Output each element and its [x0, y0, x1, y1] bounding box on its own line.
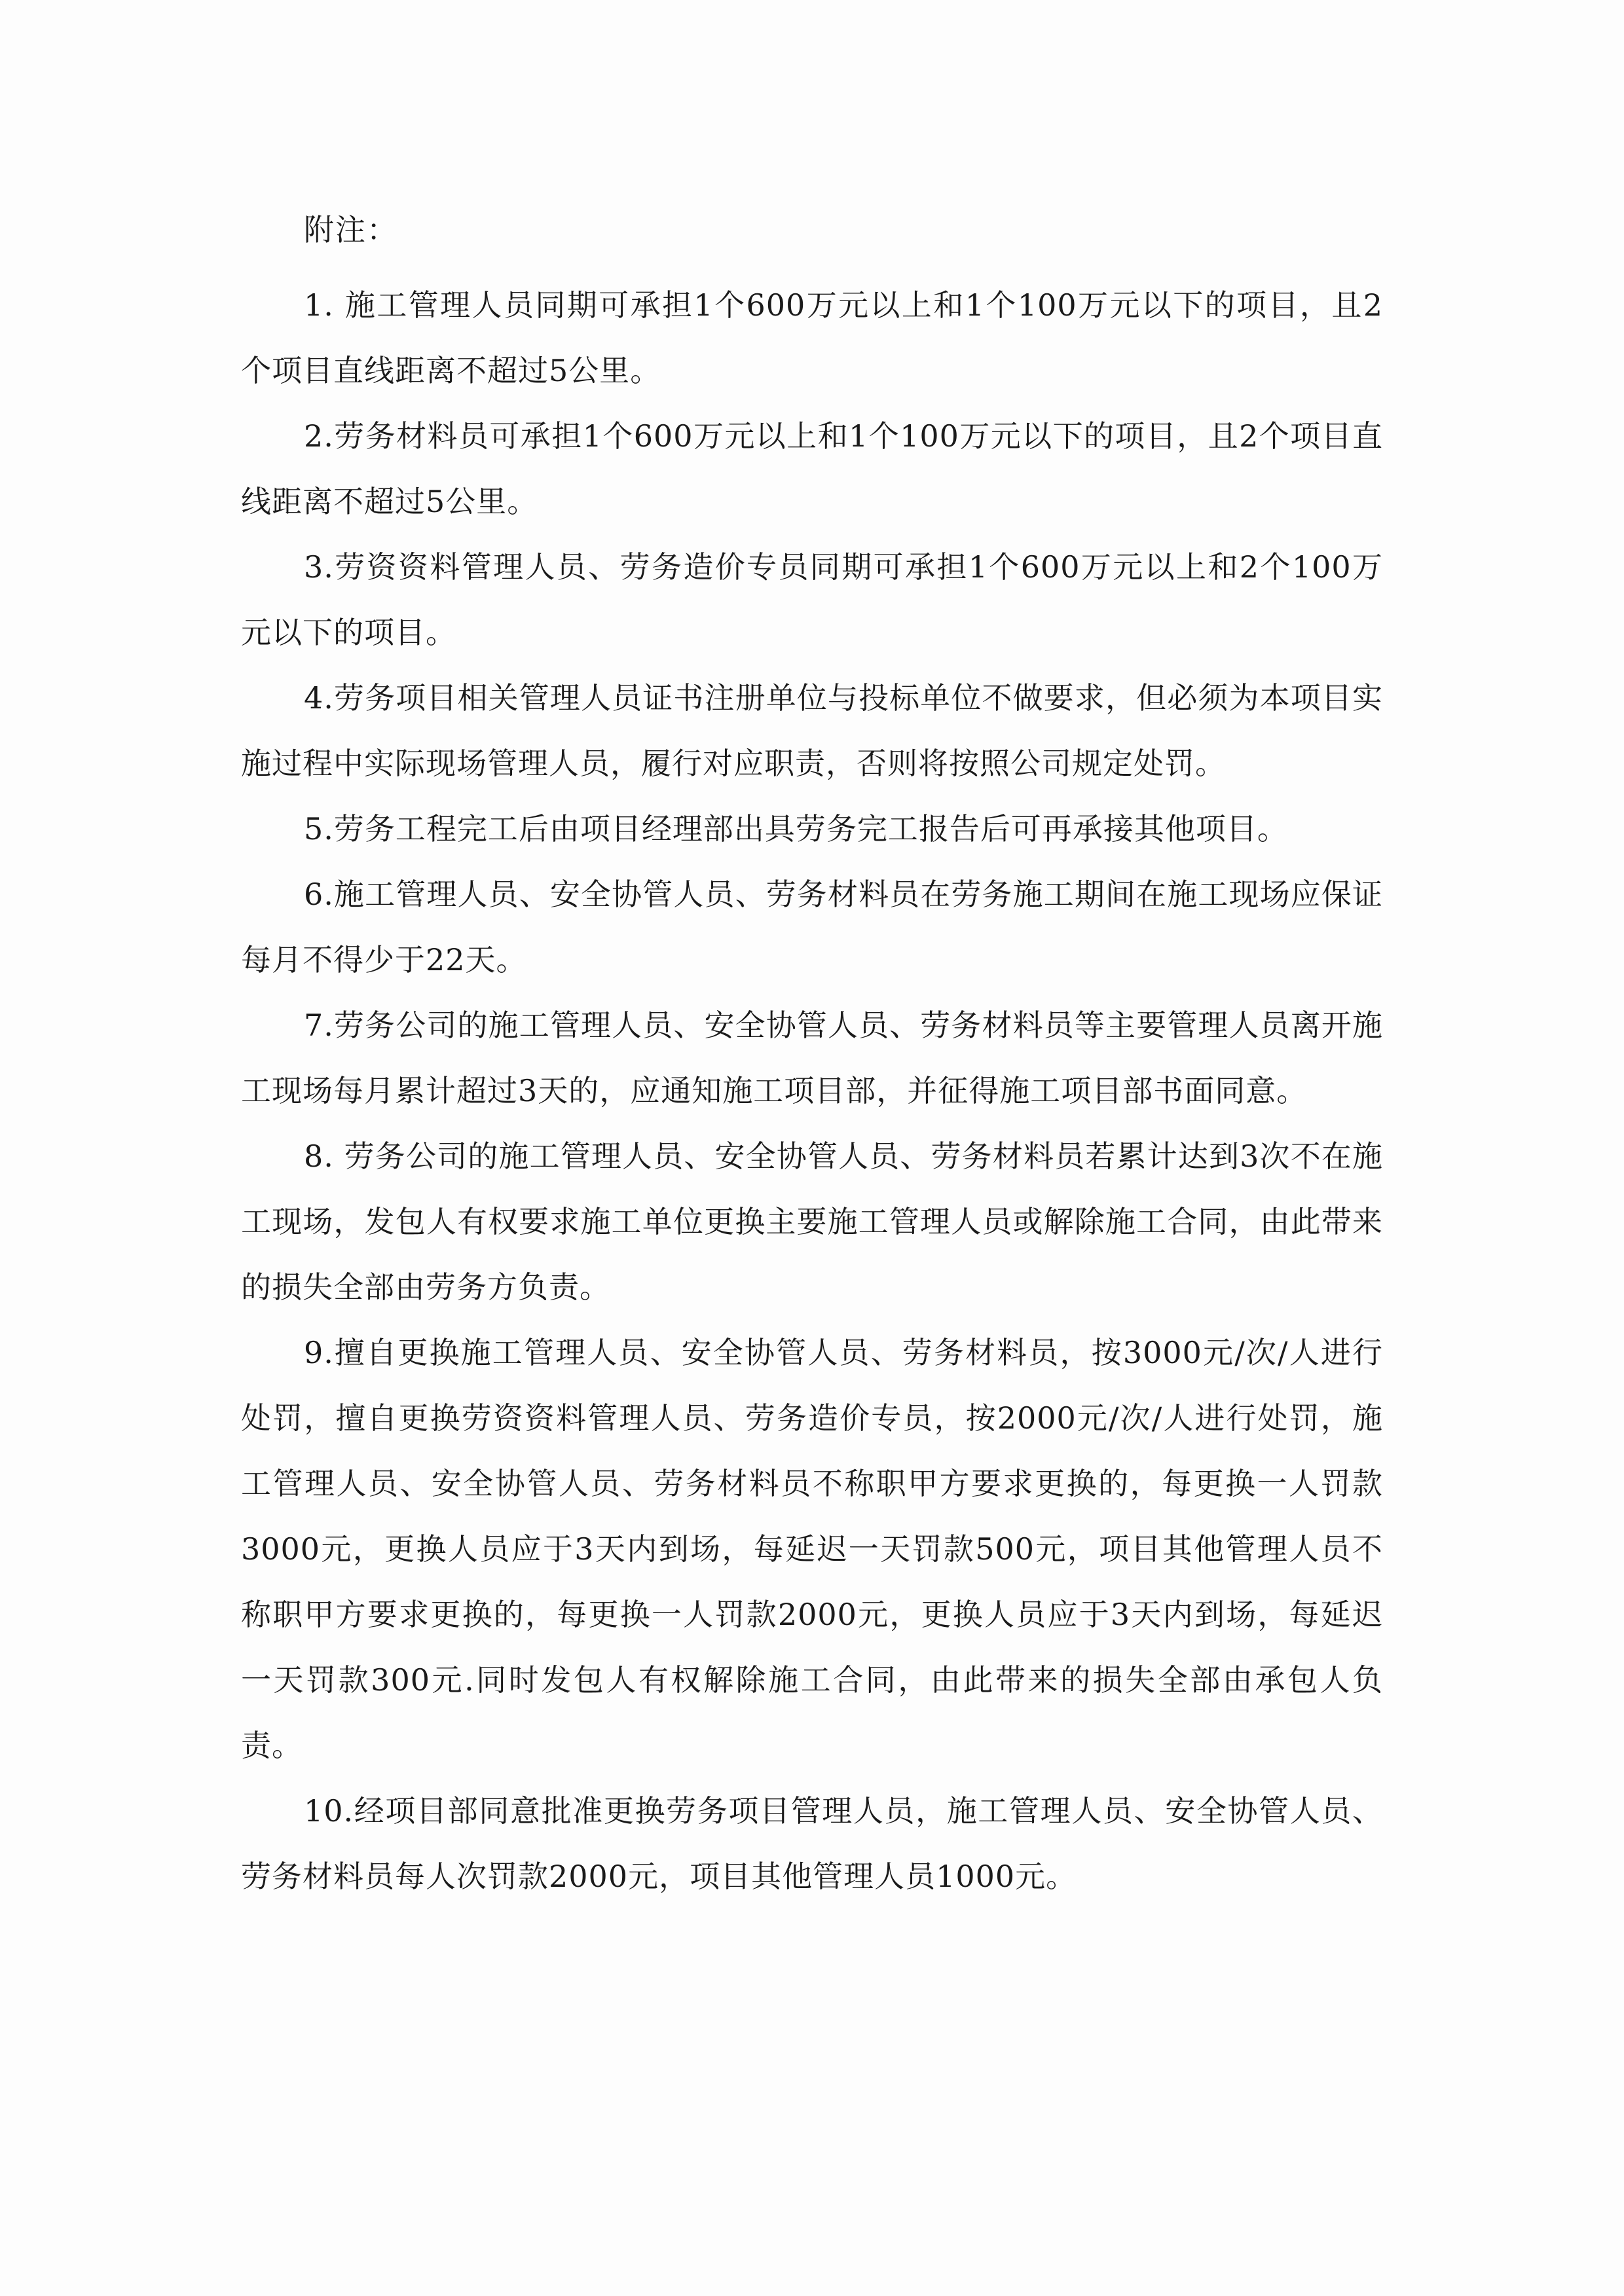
note-item: 8. 劳务公司的施工管理人员、安全协管人员、劳务材料员若累计达到3次不在施工现场，发包人有权要求施工单位更换主要施工管理人员或解除施工合同，由此带来的损失全部由劳务方负责。: [241, 1139, 1383, 1305]
note-item: 6.施工管理人员、安全协管人员、劳务材料员在劳务施工期间在施工现场应保证每月不得少于22天。: [241, 877, 1383, 977]
note-item: 4.劳务项目相关管理人员证书注册单位与投标单位不做要求，但必须为本项目实施过程中实际现场管理人员，履行对应职责，否则将按照公司规定处罚。: [241, 680, 1383, 781]
note-item: 3.劳资资料管理人员、劳务造价专员同期可承担1个600万元以上和2个100万元以下的项目。: [241, 549, 1383, 650]
note-item: 2.劳务材料员可承担1个600万元以上和1个100万元以下的项目，且2个项目直线距离不超过5公里。: [241, 418, 1383, 519]
note-item: 1. 施工管理人员同期可承担1个600万元以上和1个100万元以下的项目，且2个项目直线距离不超过5公里。: [241, 287, 1383, 388]
note-item: 9.擅自更换施工管理人员、安全协管人员、劳务材料员，按3000元/次/人进行处罚，擅自更换劳资资料管理人员、劳务造价专员，按2000元/次/人进行处罚，施工管理人员、安全协管人员、劳务材料员不称职甲方要求更换的，每更换一人罚款3000元，更换人员应于3天内到场，每延迟一天罚款500元，项目其他管理人员不称职甲方要求更换的，每更换一人罚款2000元，更换人员应于3天内到场，每延迟一天罚款300元.同时发包人有权解除施工合同，由此带来的损失全部由承包人负责。: [241, 1335, 1383, 1763]
document-body: [241, 207, 1383, 1909]
note-item: 10.经项目部同意批准更换劳务项目管理人员，施工管理人员、安全协管人员、劳务材料员每人次罚款2000元，项目其他管理人员1000元。: [241, 1793, 1383, 1894]
notes-heading: 附注：: [304, 212, 398, 247]
note-item: 5.劳务工程完工后由项目经理部出具劳务完工报告后可再承接其他项目。: [304, 811, 1288, 847]
note-item: 7.劳务公司的施工管理人员、安全协管人员、劳务材料员等主要管理人员离开施工现场每月累计超过3天的，应通知施工项目部，并征得施工项目部书面同意。: [241, 1008, 1383, 1108]
